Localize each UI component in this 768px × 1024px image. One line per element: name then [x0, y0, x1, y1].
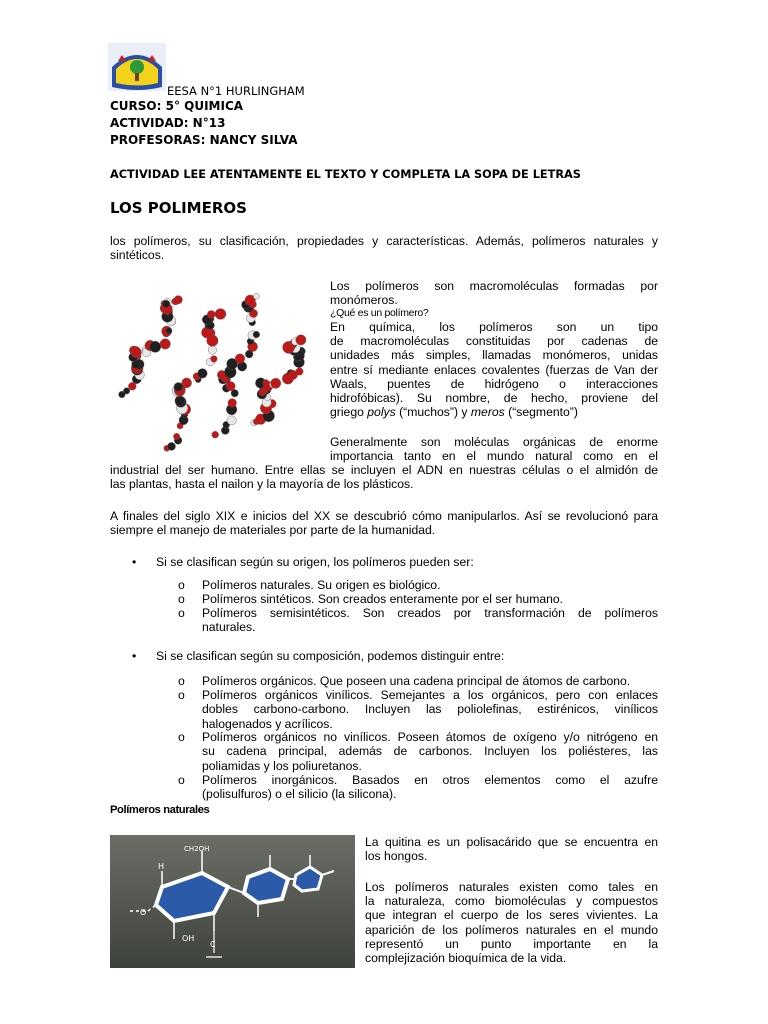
school-name: EESA N°1 HURLINGHAM [167, 84, 305, 98]
bullet-icon: • [132, 555, 137, 569]
oh-label: OH [182, 934, 195, 943]
natural-polymers-heading: Polímeros naturales [110, 804, 210, 816]
composition-item-text: su cadena principal, además de carbonos. Incluyen los poliésteres, las [202, 744, 658, 759]
composition-item-text: poliamidas y los poliuretanos. [202, 758, 362, 773]
origin-item-cont: naturales. [202, 620, 256, 634]
bullet-icon: • [132, 649, 137, 664]
h-label: H [158, 862, 165, 871]
def-line: En química, los polímeros son un tipo [330, 320, 658, 334]
question-heading: ¿Qué es un polímero? [330, 307, 429, 319]
atom-sphere [253, 331, 260, 338]
atom-sphere [212, 431, 219, 438]
history-line-1: A finales del siglo XIX e inicios del XX se descubrió cómo manipularlos. Así se revolucionó para [110, 509, 658, 523]
natural-line: complejización bioquímica de la vida. [365, 951, 567, 966]
atom-sphere [183, 379, 191, 387]
chitin-line-2: los hongos. [365, 849, 428, 863]
circle-bullet-icon: o [178, 578, 185, 592]
atom-sphere [198, 369, 208, 379]
def-line: de macromoléculas constituidas por cadenas de [330, 334, 658, 349]
general-line-3: industrial del ser humano. Entre ellas se incluyen el ADN en nuestras células o el almidón de [110, 463, 658, 477]
composition-item-text: halogenados y acrílicos. [202, 716, 333, 731]
school-logo [108, 43, 166, 91]
natural-line: que integran el cuerpo de los seres vivientes. La [365, 908, 658, 923]
composition-item-text: Polímeros inorgánicos. Basados en otros elementos como el azufre [202, 773, 658, 788]
natural-line: representó un punto importante en la [365, 936, 658, 951]
definition-lead: Los polímeros son macromoléculas formadas por [330, 279, 658, 293]
def-line: entre sí mediante enlaces covalentes (fuerzas de Van der [330, 362, 658, 377]
general-line-2: importancia tanto en el mundo natural como en el [330, 449, 658, 463]
natural-paragraph [365, 880, 658, 965]
composition-item-text: (polisulfuros) o el silicio (la silicona). [202, 787, 397, 802]
atom-sphere [253, 293, 259, 299]
atom-sphere [123, 388, 129, 394]
circle-bullet-icon: o [178, 592, 185, 606]
origin-intro: Si se clasifican según su origen, los polímeros pueden ser: [156, 555, 474, 569]
atom-sphere [207, 311, 215, 319]
circle-bullet-icon: o [178, 730, 185, 745]
circle-bullet-icon: o [178, 773, 185, 788]
natural-line: Los polímeros naturales existen como tales en [365, 880, 658, 894]
atom-sphere [228, 399, 237, 408]
composition-item-text: Polímeros orgánicos no vinílicos. Poseen átomos de oxígeno y/o nitrógeno en [202, 730, 658, 745]
atom-sphere [173, 433, 179, 439]
composition-item-text: Polímeros orgánicos. Que poseen una cadena principal de átomos de carbono. [202, 674, 631, 689]
atom-sphere [160, 339, 170, 349]
o-label: O [140, 908, 147, 917]
composition-intro: Si se clasifican según su composición, podemos distinguir entre: [156, 649, 505, 664]
circle-bullet-icon: o [178, 606, 185, 620]
composition-item-text: dobles carbono-carbono. Incluyen las poliolefinas, estirénicos, vinílicos [202, 702, 658, 717]
def-line: unidades más simples, llamadas monómeros, unidas [330, 348, 658, 363]
def-line: Waals, puentes de hidrógeno o interacciones [330, 376, 658, 391]
page-title: LOS POLIMEROS [110, 199, 247, 217]
atom-sphere [227, 416, 236, 425]
c-label: C [210, 940, 216, 949]
atom-sphere [208, 346, 216, 354]
origin-item-text: Polímeros sintéticos. Son creados enteramente por el ser humano. [202, 592, 564, 606]
atom-sphere [174, 383, 183, 392]
greek-line: griego polys (“muchos”) y meros (“segmento”) [330, 405, 578, 420]
atom-sphere [296, 335, 306, 345]
atom-sphere [150, 341, 161, 352]
definition-lead-2: monómeros. [330, 293, 398, 307]
origin-item-text: Polímeros semisintéticos. Son creados por transformación de polímeros [202, 606, 658, 620]
circle-bullet-icon: o [178, 674, 185, 689]
history-line-2: siempre el manejo de materiales por parte de la humanidad. [110, 523, 436, 537]
atom-sphere [211, 356, 218, 363]
chitin-line-1: La quitina es un polisacárido que se encuentra en [365, 835, 658, 849]
def-line: hidrofóbicas). Su nombre, de hecho, proviene del [330, 391, 658, 406]
origin-item-text: Polímeros naturales. Su origen es biológico. [202, 578, 441, 592]
instruction-line: ACTIVIDAD LEE ATENTAMENTE EL TEXTO Y COMPLETA LA SOPA DE LETRAS [110, 168, 581, 181]
atom-sphere [131, 346, 141, 356]
atom-sphere [296, 368, 303, 375]
ch2oh-label: CH2OH [184, 845, 210, 853]
atom-sphere [235, 354, 245, 364]
atom-sphere [163, 300, 170, 307]
definition-paragraph [330, 320, 658, 419]
general-line-4: las plantas, hasta el nailon y la mayoría de los plásticos. [110, 477, 414, 491]
atom-sphere [215, 309, 226, 320]
course-line: CURSO: 5° QUIMICA [110, 99, 244, 113]
intro-line-1: los polímeros, su clasificación, propiedades y características. Además, polímeros naturales y [110, 234, 658, 248]
chitin-structure-image [110, 835, 355, 968]
atom-sphere [166, 328, 172, 334]
natural-line: la naturaleza, como biomoléculas y compuestos [365, 894, 658, 909]
circle-bullet-icon: o [178, 688, 185, 703]
intro-line-2: sintéticos. [110, 248, 165, 262]
activity-line: ACTIVIDAD: N°13 [110, 116, 226, 130]
atom-sphere [271, 378, 281, 388]
atom-sphere [168, 442, 176, 450]
general-line-1: Generalmente son moléculas orgánicas de enorme [330, 435, 658, 449]
atom-sphere [175, 396, 185, 406]
atom-sphere [174, 296, 182, 304]
composition-item-text: Polímeros orgánicos vinílicos. Semejantes a los orgánicos, pero con enlaces [202, 688, 658, 703]
natural-line: aparición de los polímeros naturales en el mundo [365, 922, 658, 937]
polymer-molecule-image [112, 278, 316, 458]
teachers-line: PROFESORAS: NANCY SILVA [110, 133, 298, 147]
